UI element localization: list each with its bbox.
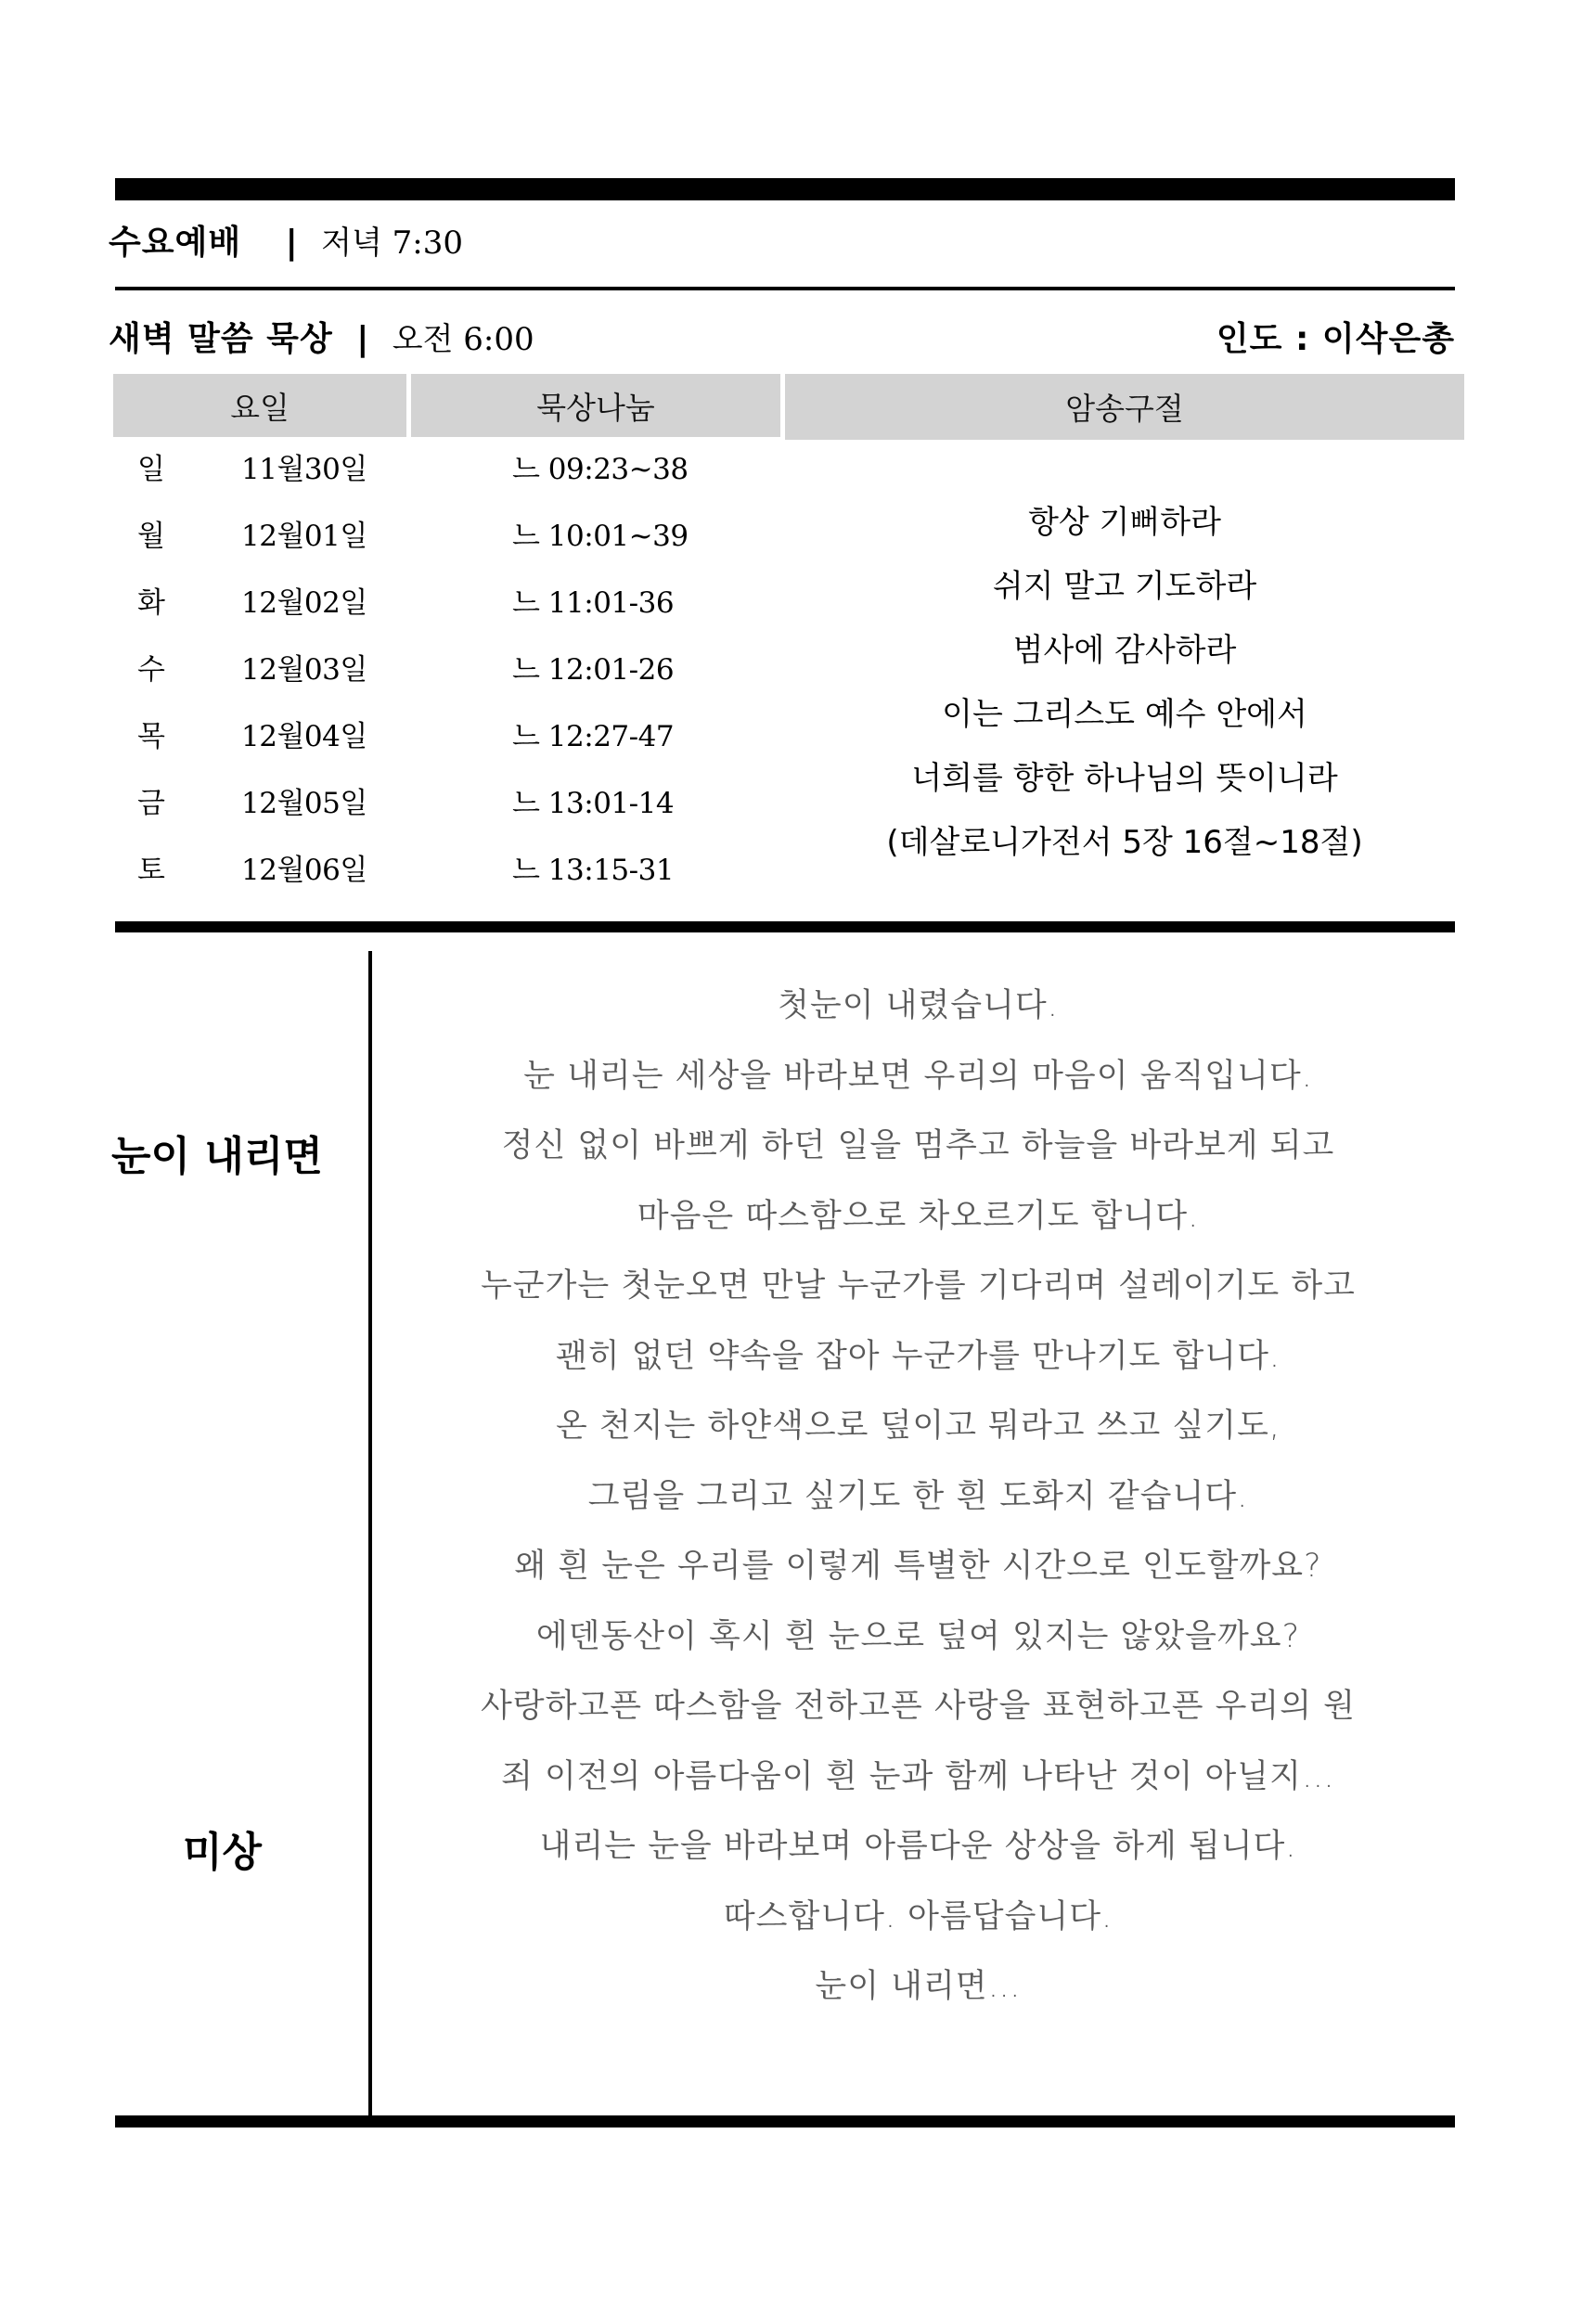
separator: | [285,224,298,262]
day-of-week: 수 [137,653,165,687]
essay-line: 누군가는 첫눈오면 만날 누군가를 기다리며 설레이기도 하고 [480,1267,1356,1305]
day-of-week: 목 [137,720,165,753]
essay-line: 마음은 따스함으로 차오르기도 합니다. [637,1197,1200,1235]
essay-line: 첫눈이 내렸습니다. [778,987,1059,1024]
reading-passage: 느 11:01-36 [512,586,675,620]
top-rule [115,178,1455,200]
day-of-week: 월 [137,520,165,553]
table-row [0,847,785,893]
essay-line: 왜 흰 눈은 우리를 이렇게 특별한 시간으로 인도할까요? [514,1548,1322,1585]
essay-line: 따스합니다. 아름답습니다. [723,1897,1113,1935]
verse-reference: (데살로니가전서 5장 16절~18절) [886,824,1363,861]
essay-line: 내리는 눈을 바라보며 아름다운 상상을 하게 됩니다. [539,1828,1297,1865]
table-header-reading: 묵상나눔 [411,374,780,437]
date: 12월05일 [241,787,367,820]
wednesday-service-name: 수요예배 [109,224,242,262]
bottom-rule [115,2115,1455,2127]
dawn-meditation-time: 오전 6:00 [392,321,534,358]
section-divider [115,287,1455,290]
reading-passage: 느 10:01~39 [512,520,689,553]
date: 12월04일 [241,720,367,753]
verse-line: 쉬지 말고 기도하라 [992,568,1257,605]
essay-line: 죄 이전의 아름다움이 흰 눈과 함께 나타난 것이 아닐지… [501,1757,1335,1795]
verse-line: 너희를 향한 하나님의 뜻이니라 [911,760,1338,797]
reading-passage: 느 12:01-26 [512,653,675,687]
wednesday-service-time: 저녁 7:30 [321,225,464,262]
essay-line: 온 천지는 하얀색으로 덮이고 뭐라고 쓰고 싶기도, [555,1408,1281,1445]
essay-line: 그림을 그리고 싶기도 한 흰 도화지 같습니다. [587,1477,1249,1515]
table-row [0,513,785,559]
dawn-meditation-name: 새벽 말씀 묵상 [109,320,333,358]
table-row [0,446,785,493]
essay-line: 사랑하고픈 따스함을 전하고픈 사랑을 표현하고픈 우리의 원 [480,1688,1356,1725]
date: 12월02일 [241,586,367,620]
day-of-week: 토 [137,854,165,887]
reading-passage: 느 09:23~38 [512,453,689,486]
reading-passage: 느 13:15-31 [512,854,675,887]
day-of-week: 화 [137,586,165,620]
separator: | [356,320,369,358]
memory-verse [785,491,1464,875]
essay-line: 눈이 내리면… [815,1968,1022,2005]
table-row [0,780,785,827]
dawn-meditation-line [109,316,534,363]
table-header-day: 요일 [113,374,406,437]
date: 12월03일 [241,653,367,687]
essay-title: 눈이 내리면 [111,1133,323,1180]
day-of-week: 일 [137,453,165,486]
middle-rule [115,921,1455,932]
essay-line: 에덴동산이 혹시 흰 눈으로 덮여 있지는 않았을까요? [535,1617,1301,1655]
essay-line: 눈 내리는 세상을 바라보면 우리의 마음이 움직입니다. [523,1057,1313,1095]
table-row [0,647,785,693]
table-row [0,713,785,760]
day-of-week: 금 [137,787,165,820]
essay-body [372,971,1464,2023]
essay-line: 괜히 없던 약속을 잡아 누군가를 만나기도 합니다. [555,1337,1281,1375]
table-row [0,580,785,626]
essay-line: 정신 없이 바쁘게 하던 일을 멈추고 하늘을 바라보게 되고 [501,1127,1335,1164]
verse-line: 항상 기뻐하라 [1028,504,1221,541]
reading-passage: 느 12:27-47 [512,720,675,753]
leader-label: 인도 : 이삭은총 [1216,320,1455,358]
table-header-memory-verse: 암송구절 [785,374,1464,440]
reading-passage: 느 13:01-14 [512,787,675,820]
verse-line: 이는 그리스도 예수 안에서 [942,696,1307,733]
date: 12월01일 [241,520,367,553]
date: 12월06일 [241,854,367,887]
essay-author: 미상 [183,1829,263,1876]
date: 11월30일 [241,453,367,486]
wednesday-service-line [109,220,463,266]
verse-line: 범사에 감사하라 [1012,632,1237,669]
